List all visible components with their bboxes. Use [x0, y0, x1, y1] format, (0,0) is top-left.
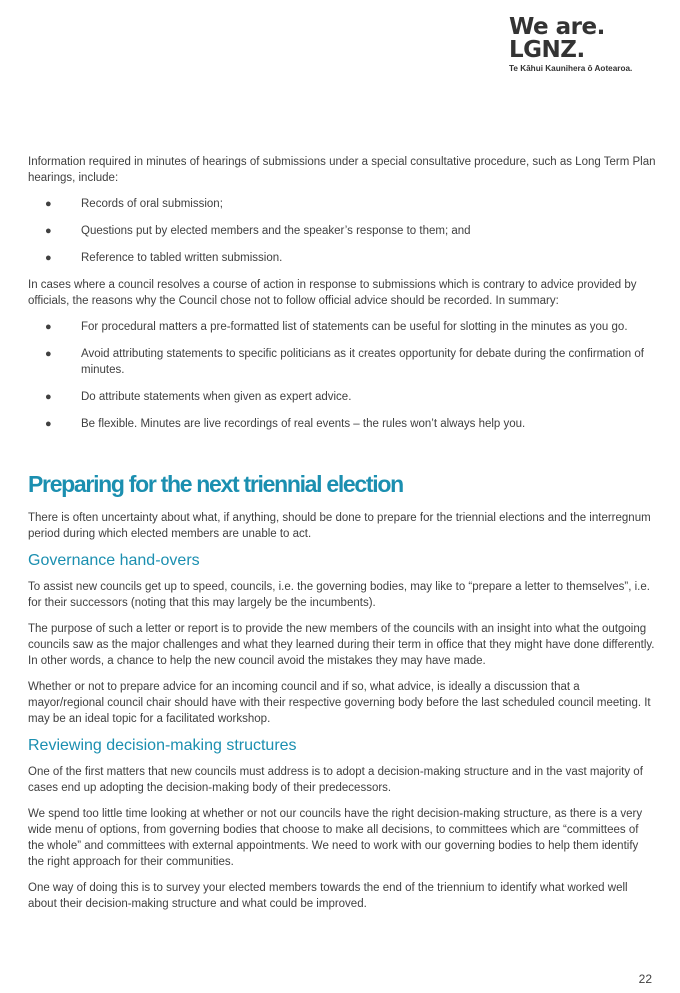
intro-paragraph: Information required in minutes of hearings of submissions under a special consultative procedure, such as Long Term Plan hearings, include:: [28, 156, 656, 184]
list-item-text: Avoid attributing statements to specific politicians as it creates opportunity for debate during the confirmation of minutes.: [81, 348, 644, 376]
lgnz-logo: [509, 16, 669, 73]
logo-line-2: LGNZ.: [509, 37, 585, 63]
page-number: 22: [638, 972, 652, 986]
decision-paragraph: We spend too little time looking at whether or not our councils have the right decision-making structure, as there is a very wide menu of options, from governing bodies that choose to make all decisions, to committees which are “committees of the whole” and committees with external appointments. We need to work with our governing bodies to help them identify the right approach for their communities.: [28, 808, 643, 868]
bullet-icon: ●: [45, 418, 52, 430]
list-item: [28, 416, 656, 432]
handover-paragraph: The purpose of such a letter or report is to provide the new members of the councils with an insight into what the outgoing councils saw as the major challenges and what they learned during their term in office that they might have done differently. In other words, a chance to help the new council avoid the mistakes they may have made.: [28, 623, 655, 667]
bullet-icon: ●: [45, 225, 52, 237]
bullet-icon: ●: [45, 348, 52, 360]
list-item-text: Reference to tabled written submission.: [81, 252, 283, 264]
page-content: [28, 154, 656, 922]
bullet-icon: ●: [45, 198, 52, 210]
list-item-text: Records of oral submission;: [81, 198, 223, 210]
list-item: [28, 196, 656, 212]
list-item: [28, 223, 656, 239]
election-paragraph: There is often uncertainty about what, if anything, should be done to prepare for the triennial elections and the interregnum period during which elected members are unable to act.: [28, 512, 651, 540]
list-item: [28, 346, 656, 378]
decision-paragraph: One of the first matters that new councils must address is to adopt a decision-making structure and in the vast majority of cases end up adopting the decision-making body of their predecessors.: [28, 766, 643, 794]
list-item: [28, 389, 656, 405]
list-item-text: For procedural matters a pre-formatted list of statements can be useful for slotting in the minutes as you go.: [81, 321, 628, 333]
logo-line-1: We are.: [509, 14, 605, 40]
handover-paragraph: To assist new councils get up to speed, councils, i.e. the governing bodies, may like to “prepare a letter to themselves”, i.e. for their successors (noting that this may largely be the incumbents).: [28, 581, 650, 609]
list-item: [28, 250, 656, 266]
section-heading-election: Preparing for the next triennial election: [28, 471, 403, 497]
list-item: [28, 319, 656, 335]
decision-paragraph: One way of doing this is to survey your elected members towards the end of the triennium to identify what worked well about their decision-making structure and what could be improved.: [28, 882, 628, 910]
section-heading-decision-making: Reviewing decision-making structures: [28, 737, 297, 754]
summary-paragraph: In cases where a council resolves a course of action in response to submissions which is contrary to advice provided by officials, the reasons why the Council chose not to follow official advice should be recorded. In summary:: [28, 279, 637, 307]
bullet-icon: ●: [45, 252, 52, 264]
list-item-text: Questions put by elected members and the speaker’s response to them; and: [81, 225, 471, 237]
hearing-minutes-list: [28, 196, 656, 266]
section-heading-handovers: Governance hand-overs: [28, 552, 200, 569]
bullet-icon: ●: [45, 391, 52, 403]
logo-tagline: Te Kāhui Kaunihera ō Aotearoa.: [509, 64, 633, 73]
list-item-text: Do attribute statements when given as expert advice.: [81, 391, 352, 403]
list-item-text: Be flexible. Minutes are live recordings of real events – the rules won’t always help you.: [81, 418, 526, 430]
handover-paragraph: Whether or not to prepare advice for an incoming council and if so, what advice, is ideally a discussion that a mayor/regional council chair should have with their respective governing body before the last scheduled council meeting. It may be an ideal topic for a facilitated workshop.: [28, 681, 651, 725]
summary-list: [28, 319, 656, 432]
bullet-icon: ●: [45, 321, 52, 333]
